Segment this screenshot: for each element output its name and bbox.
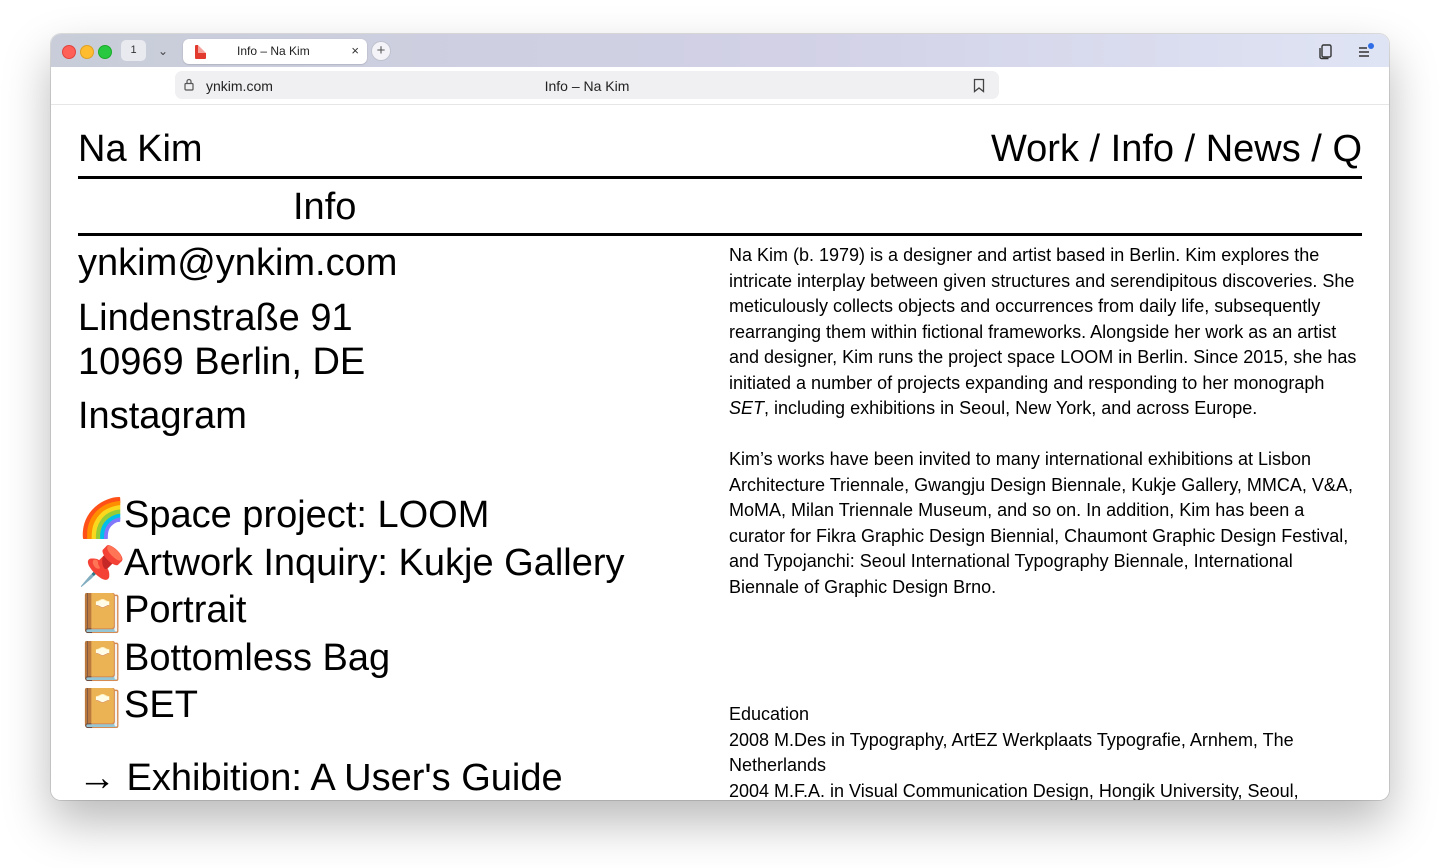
- minimize-window-button[interactable]: [80, 45, 94, 59]
- header-divider: [78, 176, 1362, 179]
- bookmark-icon[interactable]: [973, 78, 985, 93]
- education-item: 2008 M.Des in Typography, ArtEZ Werkplaats Typografie, Arnhem, The Netherlands: [729, 729, 1294, 775]
- zoom-window-button[interactable]: [98, 45, 112, 59]
- link-label: Portrait: [124, 589, 247, 632]
- site-navigation: [991, 127, 1362, 171]
- link-label: SET: [124, 684, 198, 727]
- nav-work-link[interactable]: Work: [990, 128, 1079, 170]
- education-heading: Education: [729, 704, 810, 724]
- section-divider: [78, 233, 1362, 236]
- address-line-2: 10969 Berlin, DE: [78, 341, 366, 383]
- nav-separator: /: [1174, 128, 1206, 170]
- address-line-1: Lindenstraße 91: [78, 297, 353, 339]
- nav-separator: /: [1078, 128, 1111, 170]
- education-section: [729, 702, 1361, 800]
- new-tab-button[interactable]: +: [371, 41, 391, 61]
- bio-column: [729, 243, 1361, 800]
- url-text: ynkim.com: [206, 78, 273, 94]
- tab-group-icon[interactable]: [1317, 42, 1335, 60]
- bio-paragraph-2: Kim’s works have been invited to many international exhibitions at Lisbon Architecture Triennale, Gwangju Design Biennale, Kukje Gallery, MMCA, V&A, MoMA, Milan Triennale Museum, and so on. In addition, Kim has been a curator for Fikra Graphic Design Biennial, Chaumont Graphic Design Festival, and Typojanchi: Seoul International Typography Biennale, International Biennale of Graphic Design Brno.: [729, 449, 1353, 597]
- nav-separator: /: [1300, 128, 1333, 170]
- email-link[interactable]: ynkim@ynkim.com: [78, 242, 398, 284]
- tab-count-badge[interactable]: 1: [121, 40, 146, 61]
- close-window-button[interactable]: [62, 45, 76, 59]
- close-tab-icon[interactable]: ×: [351, 43, 359, 58]
- tab-title: Info – Na Kim: [237, 44, 310, 58]
- link-bottomless-bag[interactable]: [78, 637, 625, 685]
- browser-window: [51, 34, 1389, 800]
- notebook-icon: 📔: [78, 640, 126, 683]
- bio-text: Na Kim (b. 1979) is a designer and artist based in Berlin. Kim explores the intricate interplay between given structures and serendipitous discoveries. She meticulously collects objects and occurrences from daily life, subsequently rearranging them within fictional frameworks. Alongside her work as an artist and designer, Kim runs the project space LOOM in Berlin. Since 2015, she has initiated a number of projects expanding and responding to her monograph: [729, 245, 1357, 393]
- link-label: Bottomless Bag: [124, 636, 391, 679]
- reading-list-icon[interactable]: [1357, 42, 1375, 60]
- link-label: Artwork Inquiry: Kukje Gallery: [124, 541, 625, 584]
- section-title: Info: [293, 186, 357, 228]
- notebook-icon: 📔: [78, 688, 126, 731]
- link-label: Space project: LOOM: [124, 494, 490, 536]
- exhibition-guide-link[interactable]: → Exhibition: A User's Guide: [78, 757, 563, 799]
- tab-overview-chevron-icon[interactable]: ⌄: [157, 44, 169, 58]
- instagram-link[interactable]: Instagram: [78, 395, 247, 437]
- nav-news-link[interactable]: News: [1205, 128, 1301, 170]
- tab-bar: [51, 34, 1389, 67]
- address-bar: [51, 67, 1389, 105]
- nav-info-link[interactable]: Info: [1110, 128, 1175, 170]
- notebook-icon: 📔: [78, 593, 126, 636]
- nav-q-link[interactable]: Q: [1332, 128, 1362, 170]
- education-item: 2004 M.F.A. in Visual Communication Design, Hongik University, Seoul,: [729, 780, 1299, 800]
- bio-text: , including exhibitions in Seoul, New York, and across Europe.: [764, 398, 1258, 418]
- active-tab[interactable]: [183, 39, 367, 64]
- url-field[interactable]: [175, 71, 999, 99]
- bio-paragraph-1: [729, 243, 1361, 422]
- link-loom[interactable]: [78, 494, 625, 542]
- pdf-favicon-icon: [195, 45, 206, 59]
- link-portrait[interactable]: [78, 589, 625, 637]
- pushpin-icon: 📌: [78, 545, 126, 588]
- rainbow-icon: 🌈: [78, 498, 126, 540]
- page-content: [51, 105, 1389, 800]
- monograph-title: SET: [729, 398, 765, 418]
- site-name-link[interactable]: Na Kim: [78, 128, 203, 170]
- link-artwork-inquiry[interactable]: [78, 542, 625, 590]
- page-title: Info – Na Kim: [544, 78, 630, 94]
- project-links: [78, 494, 625, 732]
- link-set[interactable]: [78, 684, 625, 732]
